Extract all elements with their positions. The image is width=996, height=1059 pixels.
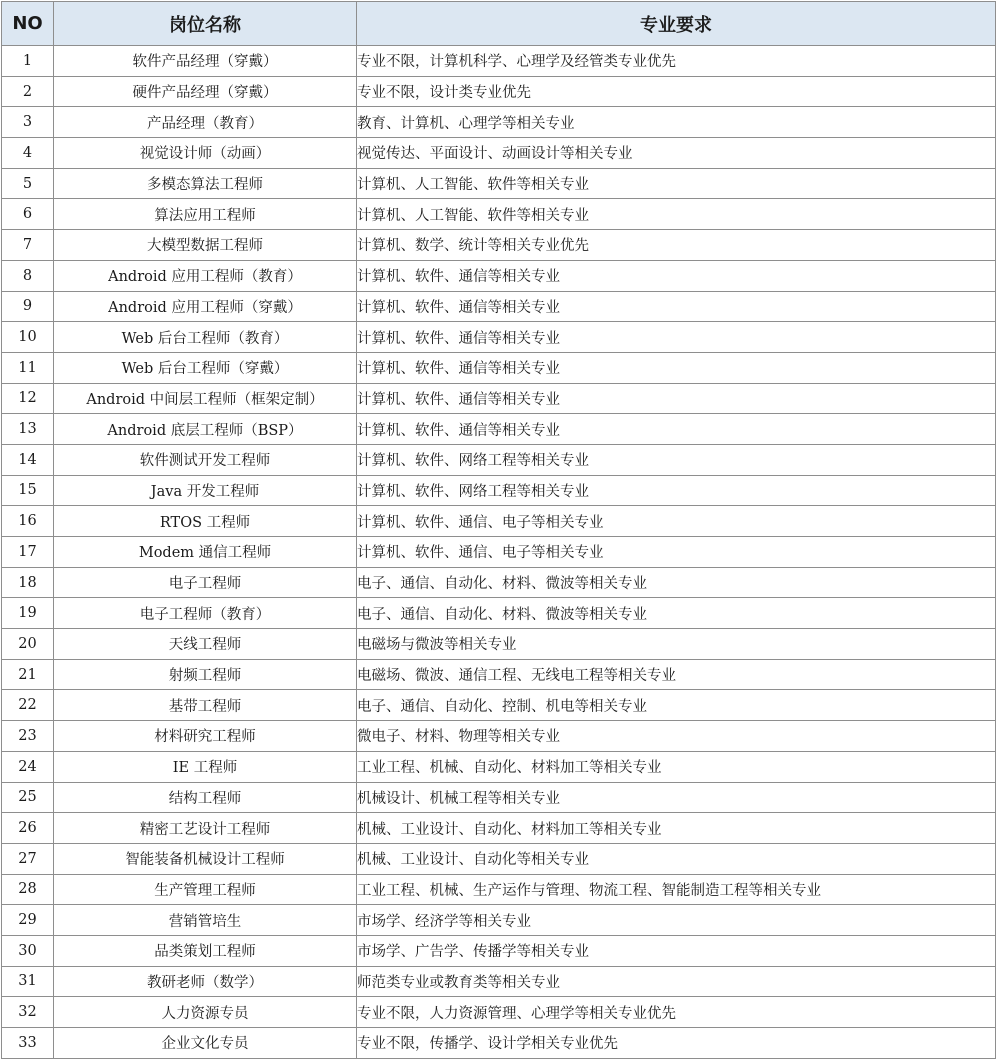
table-row xyxy=(2,690,996,721)
row-number: 21 xyxy=(2,659,54,690)
major-requirement: 专业不限，传播学、设计学相关专业优先 xyxy=(357,1028,996,1059)
major-requirement: 师范类专业或教育类等相关专业 xyxy=(357,966,996,997)
major-requirement: 计算机、软件、通信等相关专业 xyxy=(357,260,996,291)
position-name: 电子工程师（教育） xyxy=(54,598,357,629)
position-name: 营销管培生 xyxy=(54,905,357,936)
major-requirement: 工业工程、机械、生产运作与管理、物流工程、智能制造工程等相关专业 xyxy=(357,874,996,905)
position-name: 射频工程师 xyxy=(54,659,357,690)
row-number: 11 xyxy=(2,352,54,383)
header-row xyxy=(2,2,996,46)
table-row xyxy=(2,721,996,752)
row-number: 8 xyxy=(2,260,54,291)
major-requirement: 工业工程、机械、自动化、材料加工等相关专业 xyxy=(357,751,996,782)
row-number: 4 xyxy=(2,138,54,169)
position-name: 结构工程师 xyxy=(54,782,357,813)
table-row xyxy=(2,629,996,660)
header-no: NO xyxy=(2,2,54,46)
major-requirement: 视觉传达、平面设计、动画设计等相关专业 xyxy=(357,138,996,169)
major-requirement: 计算机、数学、统计等相关专业优先 xyxy=(357,230,996,261)
table-row xyxy=(2,444,996,475)
table-row xyxy=(2,199,996,230)
row-number: 12 xyxy=(2,383,54,414)
major-requirement: 电子、通信、自动化、控制、机电等相关专业 xyxy=(357,690,996,721)
table-row xyxy=(2,260,996,291)
major-requirement: 计算机、软件、网络工程等相关专业 xyxy=(357,444,996,475)
position-name: 软件产品经理（穿戴） xyxy=(54,46,357,77)
position-name: 多模态算法工程师 xyxy=(54,168,357,199)
table-row xyxy=(2,598,996,629)
row-number: 25 xyxy=(2,782,54,813)
major-requirement: 电磁场、微波、通信工程、无线电工程等相关专业 xyxy=(357,659,996,690)
header-major-requirement: 专业要求 xyxy=(357,2,996,46)
table-row xyxy=(2,46,996,77)
row-number: 7 xyxy=(2,230,54,261)
table-row xyxy=(2,966,996,997)
major-requirement: 计算机、软件、通信等相关专业 xyxy=(357,322,996,353)
row-number: 10 xyxy=(2,322,54,353)
row-number: 14 xyxy=(2,444,54,475)
row-number: 18 xyxy=(2,567,54,598)
position-name: Android 应用工程师（教育） xyxy=(54,260,357,291)
table-row xyxy=(2,475,996,506)
table-row xyxy=(2,935,996,966)
row-number: 15 xyxy=(2,475,54,506)
major-requirement: 专业不限，设计类专业优先 xyxy=(357,76,996,107)
table-row xyxy=(2,567,996,598)
position-name: 企业文化专员 xyxy=(54,1028,357,1059)
position-name: 视觉设计师（动画） xyxy=(54,138,357,169)
table-row xyxy=(2,537,996,568)
position-name: Android 中间层工程师（框架定制） xyxy=(54,383,357,414)
position-name: Web 后台工程师（教育） xyxy=(54,322,357,353)
table-row xyxy=(2,782,996,813)
table-row xyxy=(2,291,996,322)
row-number: 9 xyxy=(2,291,54,322)
major-requirement: 机械设计、机械工程等相关专业 xyxy=(357,782,996,813)
position-name: 大模型数据工程师 xyxy=(54,230,357,261)
major-requirement: 计算机、人工智能、软件等相关专业 xyxy=(357,199,996,230)
table-row xyxy=(2,874,996,905)
table-row xyxy=(2,107,996,138)
row-number: 24 xyxy=(2,751,54,782)
table-row xyxy=(2,383,996,414)
header-position-name: 岗位名称 xyxy=(54,2,357,46)
position-name: Android 底层工程师（BSP） xyxy=(54,414,357,445)
major-requirement: 计算机、软件、网络工程等相关专业 xyxy=(357,475,996,506)
position-name: 人力资源专员 xyxy=(54,997,357,1028)
major-requirement: 市场学、广告学、传播学等相关专业 xyxy=(357,935,996,966)
major-requirement: 计算机、软件、通信等相关专业 xyxy=(357,352,996,383)
major-requirement: 计算机、软件、通信等相关专业 xyxy=(357,291,996,322)
row-number: 22 xyxy=(2,690,54,721)
position-name: 电子工程师 xyxy=(54,567,357,598)
row-number: 20 xyxy=(2,629,54,660)
position-name: 软件测试开发工程师 xyxy=(54,444,357,475)
major-requirement: 专业不限，计算机科学、心理学及经管类专业优先 xyxy=(357,46,996,77)
major-requirement: 专业不限，人力资源管理、心理学等相关专业优先 xyxy=(357,997,996,1028)
major-requirement: 微电子、材料、物理等相关专业 xyxy=(357,721,996,752)
table-row xyxy=(2,1028,996,1059)
table-row xyxy=(2,230,996,261)
row-number: 28 xyxy=(2,874,54,905)
major-requirement: 计算机、人工智能、软件等相关专业 xyxy=(357,168,996,199)
major-requirement: 机械、工业设计、自动化、材料加工等相关专业 xyxy=(357,813,996,844)
major-requirement: 电子、通信、自动化、材料、微波等相关专业 xyxy=(357,598,996,629)
row-number: 1 xyxy=(2,46,54,77)
table-row xyxy=(2,905,996,936)
position-name: Java 开发工程师 xyxy=(54,475,357,506)
row-number: 3 xyxy=(2,107,54,138)
table-row xyxy=(2,414,996,445)
major-requirement: 计算机、软件、通信等相关专业 xyxy=(357,414,996,445)
position-name: RTOS 工程师 xyxy=(54,506,357,537)
row-number: 6 xyxy=(2,199,54,230)
row-number: 16 xyxy=(2,506,54,537)
table-row xyxy=(2,352,996,383)
major-requirement: 计算机、软件、通信等相关专业 xyxy=(357,383,996,414)
position-name: 产品经理（教育） xyxy=(54,107,357,138)
job-requirements-table xyxy=(1,1,996,1059)
row-number: 31 xyxy=(2,966,54,997)
position-name: 生产管理工程师 xyxy=(54,874,357,905)
table-body xyxy=(2,46,996,1059)
position-name: 智能装备机械设计工程师 xyxy=(54,843,357,874)
position-name: 精密工艺设计工程师 xyxy=(54,813,357,844)
position-name: Android 应用工程师（穿戴） xyxy=(54,291,357,322)
row-number: 26 xyxy=(2,813,54,844)
major-requirement: 教育、计算机、心理学等相关专业 xyxy=(357,107,996,138)
table-row xyxy=(2,76,996,107)
position-name: Web 后台工程师（穿戴） xyxy=(54,352,357,383)
row-number: 29 xyxy=(2,905,54,936)
position-name: 品类策划工程师 xyxy=(54,935,357,966)
position-name: 基带工程师 xyxy=(54,690,357,721)
major-requirement: 市场学、经济学等相关专业 xyxy=(357,905,996,936)
row-number: 2 xyxy=(2,76,54,107)
table-row xyxy=(2,659,996,690)
major-requirement: 电磁场与微波等相关专业 xyxy=(357,629,996,660)
position-name: Modem 通信工程师 xyxy=(54,537,357,568)
table-row xyxy=(2,168,996,199)
position-name: IE 工程师 xyxy=(54,751,357,782)
major-requirement: 计算机、软件、通信、电子等相关专业 xyxy=(357,537,996,568)
row-number: 32 xyxy=(2,997,54,1028)
position-name: 硬件产品经理（穿戴） xyxy=(54,76,357,107)
table-row xyxy=(2,813,996,844)
row-number: 13 xyxy=(2,414,54,445)
major-requirement: 机械、工业设计、自动化等相关专业 xyxy=(357,843,996,874)
row-number: 5 xyxy=(2,168,54,199)
row-number: 33 xyxy=(2,1028,54,1059)
major-requirement: 计算机、软件、通信、电子等相关专业 xyxy=(357,506,996,537)
row-number: 27 xyxy=(2,843,54,874)
position-name: 天线工程师 xyxy=(54,629,357,660)
major-requirement: 电子、通信、自动化、材料、微波等相关专业 xyxy=(357,567,996,598)
row-number: 17 xyxy=(2,537,54,568)
table-row xyxy=(2,506,996,537)
row-number: 30 xyxy=(2,935,54,966)
row-number: 23 xyxy=(2,721,54,752)
position-name: 算法应用工程师 xyxy=(54,199,357,230)
table-row xyxy=(2,997,996,1028)
table-row xyxy=(2,843,996,874)
table-row xyxy=(2,751,996,782)
table-row xyxy=(2,322,996,353)
position-name: 材料研究工程师 xyxy=(54,721,357,752)
position-name: 教研老师（数学） xyxy=(54,966,357,997)
row-number: 19 xyxy=(2,598,54,629)
table-row xyxy=(2,138,996,169)
